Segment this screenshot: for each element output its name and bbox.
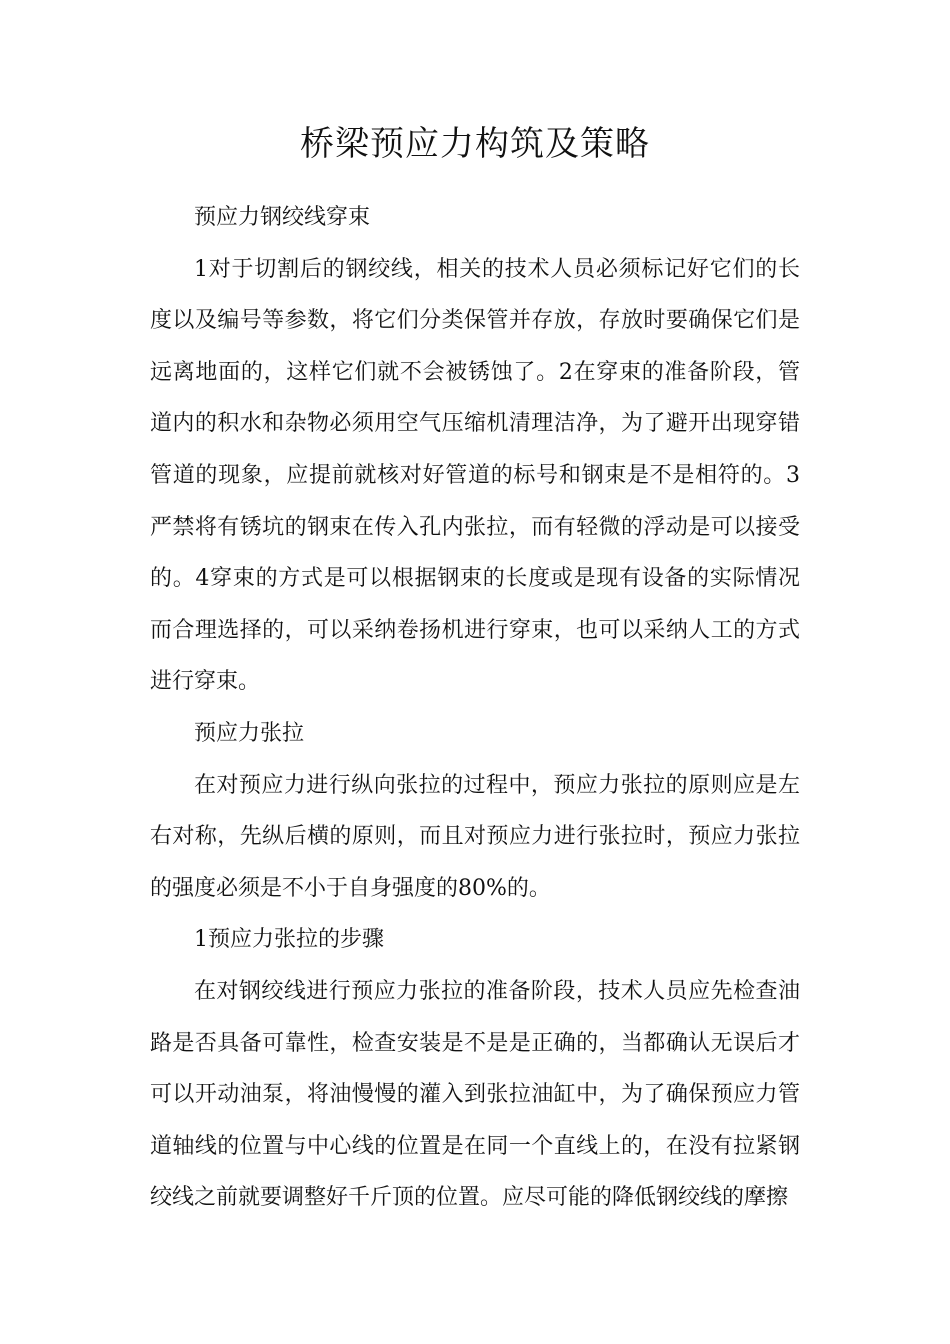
section-heading-strand-threading: 预应力钢绞线穿束 — [194, 205, 371, 230]
document-body — [150, 192, 800, 1224]
paragraph-strand-threading: 1对于切割后的钢绞线，相关的技术人员必须标记好它们的长度以及编号等参数，将它们分类保管并存放，存放时要确保它们是远离地面的，这样它们就不会被锈蚀了。2在穿束的准备阶段，管道内的积水和杂物必须用空气压缩机清理洁净，为了避开出现穿错管道的现象，应提前就核对好管道的标号和钢束是不是相符的。3严禁将有锈坑的钢束在传入孔内张拉，而有轻微的浮动是可以接受的。4穿束的方式是可以根据钢束的长度或是现有设备的实际情况而合理选择的，可以采纳卷扬机进行穿束，也可以采纳人工的方式进行穿束。 — [150, 256, 800, 695]
document-title: 桥梁预应力构筑及策略 — [300, 124, 650, 164]
section-heading-prestress-tensioning: 预应力张拉 — [194, 720, 305, 746]
section-heading-tensioning-steps: 1预应力张拉的步骤 — [194, 927, 384, 953]
paragraph-tensioning-principle: 在对预应力进行纵向张拉的过程中，预应力张拉的原则应是左右对称，先纵后横的原则，而且对预应力进行张拉时，预应力张拉的强度必须是不小于自身强度的80%的。 — [150, 772, 800, 901]
paragraph-tensioning-steps: 在对钢绞线进行预应力张拉的准备阶段，技术人员应先检查油路是否具备可靠性，检查安装是不是是正确的，当都确认无误后才可以开动油泵，将油慢慢的灌入到张拉油缸中，为了确保预应力管道轴线的位置与中心线的位置是在同一个直线上的，在没有拉紧钢绞线之前就要调整好千斤顶的位置。应尽可能的降低钢绞线的摩擦 — [150, 978, 800, 1211]
